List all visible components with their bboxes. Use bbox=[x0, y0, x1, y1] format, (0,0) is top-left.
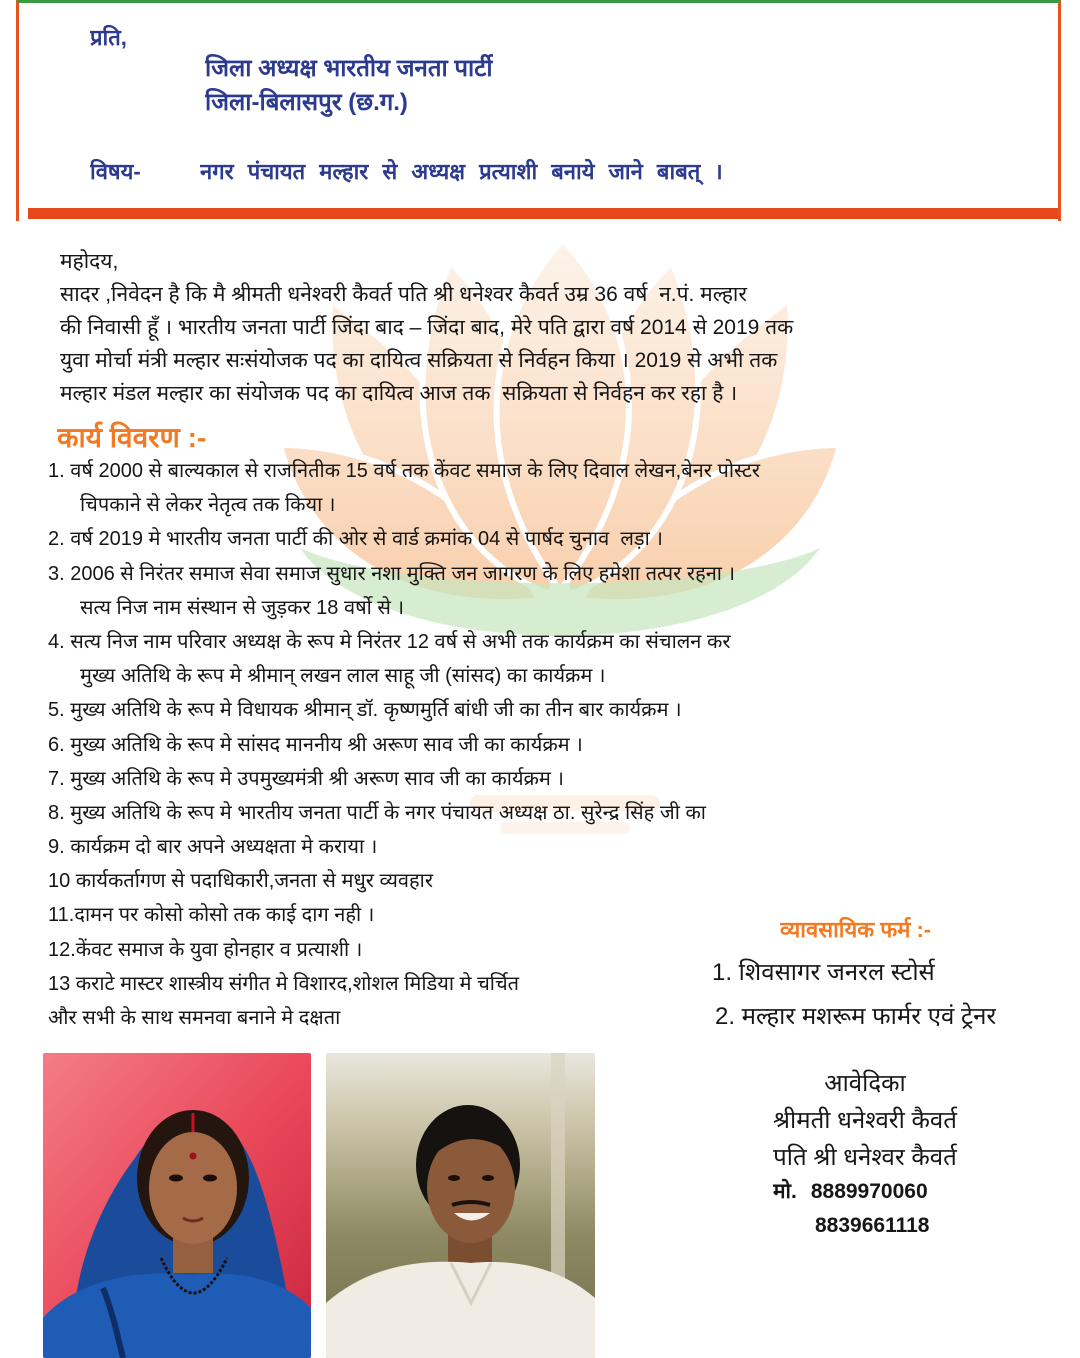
woman-portrait-photo bbox=[43, 1053, 311, 1358]
man-portrait-image bbox=[326, 1053, 595, 1358]
list-item-6 bbox=[48, 728, 1058, 762]
list-item-9 bbox=[48, 830, 1058, 864]
woman-portrait-image bbox=[43, 1053, 311, 1358]
body-line: मल्हार मंडल मल्हार का संयोजक पद का दायित्व आज तक सक्रियता से निर्वहन कर रहा है । bbox=[60, 382, 738, 405]
list-item-line: 9. कार्यक्रम दो बार अपने अध्यक्षता मे कराया । bbox=[48, 836, 378, 859]
list-item-7 bbox=[48, 762, 1058, 796]
list-item-line: 7. मुख्य अतिथि के रूप मे उपमुख्यमंत्री श्री अरूण साव जी का कार्यक्रम । bbox=[48, 767, 565, 790]
subject-text: नगर पंचायत मल्हार से अध्यक्ष प्रत्याशी बनाये जाने बाबत् । bbox=[200, 159, 723, 184]
mobile-number-1: 8889970060 bbox=[810, 1180, 928, 1203]
list-item-line: 13 कराटे मास्टर शास्त्रीय संगीत मे विशारद,शोशल मिडिया मे चर्चित bbox=[48, 972, 520, 995]
list-item-line: मुख्य अतिथि के रूप मे श्रीमान् लखन लाल साहू जी (सांसद) का कार्यक्रम । bbox=[80, 665, 606, 688]
subject-label: विषय- bbox=[90, 159, 141, 184]
business-item-2: 2. मल्हार मशरूम फार्मर एवं ट्रेनर bbox=[715, 1003, 997, 1030]
list-item-line: चिपकाने से लेकर नेतृत्व तक किया । bbox=[80, 494, 336, 517]
header-bottom-bar bbox=[28, 208, 1058, 219]
list-item-3 bbox=[48, 557, 1058, 625]
list-item-10 bbox=[48, 864, 1058, 898]
recipient-line-1: जिला अध्यक्ष भारतीय जनता पार्टी bbox=[205, 55, 493, 82]
mobile-label: मो. bbox=[773, 1180, 797, 1203]
list-item-line: 3. 2006 से निरंतर समाज सेवा समाज सुधार नशा मुक्ति जन जागरण के लिए हमेशा तत्पर रहना । bbox=[48, 562, 736, 585]
letter-body bbox=[60, 245, 1075, 410]
list-item-line: 4. सत्य निज नाम परिवार अध्यक्ष के रूप मे निरंतर 12 वर्ष से अभी तक कार्यक्रम का संचालन कर bbox=[48, 630, 731, 653]
letter-header-box bbox=[16, 0, 1061, 221]
greeting: महोदय, bbox=[60, 250, 119, 273]
list-item-line: 10 कार्यकर्तागण से पदाधिकारी,जनता से मधुर व्यवहार bbox=[48, 870, 434, 893]
body-line: सादर ,निवेदन है कि मै श्रीमती धनेश्वरी कैवर्त पति श्री धनेश्वर कैवर्त उम्र 36 वर्ष न.पं. मल्हार bbox=[60, 283, 747, 306]
applicant-signature-block bbox=[700, 1065, 1030, 1176]
applicant-name: श्रीमती धनेश्वरी कैवर्त bbox=[773, 1107, 957, 1134]
applicant-label: आवेदिका bbox=[824, 1070, 906, 1097]
list-item-2 bbox=[48, 522, 1058, 556]
business-heading: व्यावसायिक फर्म :- bbox=[780, 917, 932, 942]
list-item-line: 1. वर्ष 2000 से बाल्यकाल से राजनितीक 15 वर्ष तक केंवट समाज के लिए दिवाल लेखन,बेनर पोस्टर bbox=[48, 460, 761, 482]
mobile-number-2: 8839661118 bbox=[815, 1214, 930, 1237]
applicant-husband: पति श्री धनेश्वर कैवर्त bbox=[773, 1144, 957, 1171]
business-item-1: 1. शिवसागर जनरल स्टोर्स bbox=[712, 959, 935, 986]
list-item-line: सत्य निज नाम संस्थान से जुड़कर 18 वर्षो से । bbox=[80, 596, 405, 619]
mobile-line-1 bbox=[773, 1176, 928, 1208]
work-details-heading: कार्य विवरण :- bbox=[57, 422, 207, 453]
salutation-to: प्रति, bbox=[90, 25, 127, 50]
list-item-line: 12.केंवट समाज के युवा होनहार व प्रत्याशी । bbox=[48, 938, 363, 961]
body-line: की निवासी हूँ । भारतीय जनता पार्टी जिंदा बाद – जिंदा बाद, मेरे पति द्वारा वर्ष 2014 से 2019 तक bbox=[60, 316, 794, 339]
recipient-line-2: जिला-बिलासपुर (छ.ग.) bbox=[205, 89, 408, 116]
list-item-1 bbox=[48, 454, 1058, 522]
list-item-8 bbox=[48, 796, 1058, 830]
list-item-5 bbox=[48, 693, 1058, 727]
work-details-list bbox=[48, 454, 1058, 1035]
mobile-line-2 bbox=[815, 1210, 929, 1242]
list-item-line: 5. मुख्य अतिथि के रूप मे विधायक श्रीमान् डॉ. कृष्णमुर्ति बांधी जी का तीन बार कार्यक्रम । bbox=[48, 699, 682, 722]
list-item-line: 6. मुख्य अतिथि के रूप मे सांसद माननीय श्री अरूण साव जी का कार्यक्रम । bbox=[48, 733, 583, 756]
man-portrait-photo bbox=[326, 1053, 595, 1358]
list-item-4 bbox=[48, 625, 1058, 693]
list-item-line: 2. वर्ष 2019 मे भारतीय जनता पार्टी की ओर से वार्ड क्रमांक 04 से पार्षद चुनाव लड़ा । bbox=[48, 528, 663, 551]
list-item-line: 8. मुख्य अतिथि के रूप मे भारतीय जनता पार्टी के नगर पंचायत अध्यक्ष ठा. सुरेन्द्र सिंह जी का bbox=[48, 801, 706, 824]
list-item-line: 11.दामन पर कोसो कोसो तक काई दाग नही । bbox=[48, 904, 375, 927]
body-line: युवा मोर्चा मंत्री मल्हार सःसंयोजक पद का दायित्व सक्रियता से निर्वहन किया । 2019 से अभी तक bbox=[60, 349, 778, 372]
list-item-line: और सभी के साथ समनवा बनाने मे दक्षता bbox=[48, 1007, 341, 1029]
